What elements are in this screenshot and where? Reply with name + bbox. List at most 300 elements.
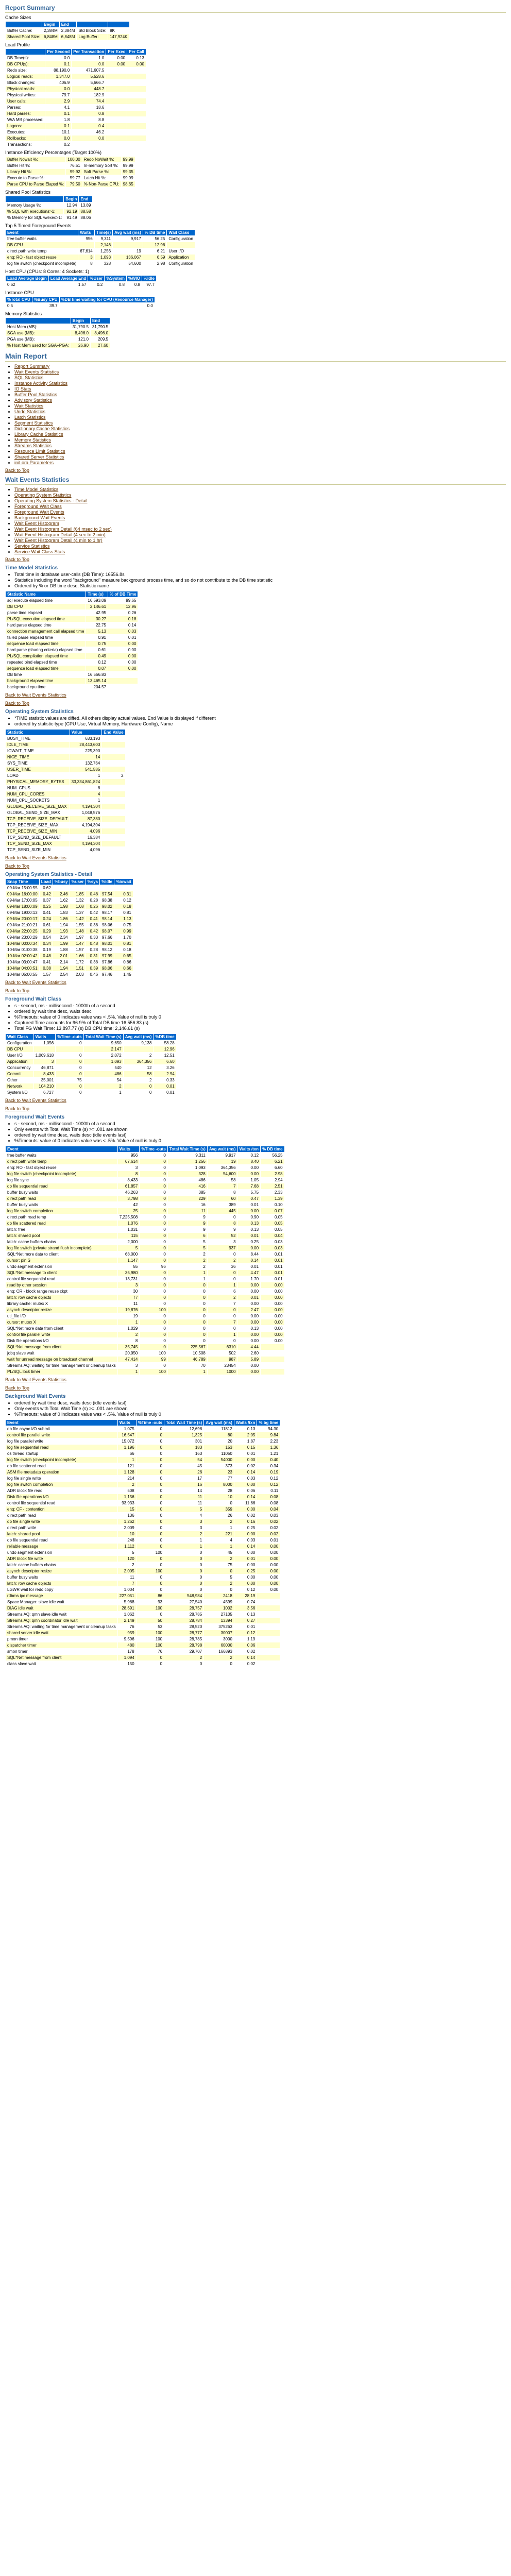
back-to-top-link[interactable]: Back to Top xyxy=(5,557,29,562)
table-cell: 1002 xyxy=(204,1605,234,1612)
table-row xyxy=(6,904,133,910)
table-row xyxy=(6,255,195,261)
table-cell: 0.00 xyxy=(237,1282,260,1289)
table-cell: 8,496.0 xyxy=(71,330,90,336)
table-cell: 502 xyxy=(207,1350,237,1357)
table-cell: 0.12 xyxy=(86,659,108,666)
table-cell: 0.29 xyxy=(39,928,53,935)
table-cell: 2 xyxy=(167,1251,207,1258)
table-cell: 96 xyxy=(140,1264,167,1270)
nav-list-item xyxy=(14,432,506,437)
fg-wait-class-back-links xyxy=(5,1098,506,1111)
note-item: • Ordered by % or DB time desc, Statistic name xyxy=(14,583,506,589)
table-row xyxy=(6,175,135,181)
table-cell: 0.19 xyxy=(257,1469,280,1476)
table-cell: 5.13 xyxy=(86,629,108,635)
table-cell xyxy=(127,74,146,80)
table-cell: 0 xyxy=(136,1476,164,1482)
section-link[interactable]: Service Statistics xyxy=(14,544,50,549)
table-cell: log file sync xyxy=(6,1177,118,1183)
table-cell: 58 xyxy=(123,1071,154,1077)
table-cell: 88,190.0 xyxy=(45,67,72,74)
table-row xyxy=(6,1612,280,1618)
table-cell: 17 xyxy=(164,1476,204,1482)
table-cell: 76 xyxy=(136,1649,164,1655)
table-cell: 56.25 xyxy=(143,236,167,242)
table-row xyxy=(6,629,138,635)
section-link[interactable]: Wait Event Histogram xyxy=(14,521,59,526)
table-cell: 2 xyxy=(204,1556,234,1562)
table-cell: 0 xyxy=(56,1053,83,1059)
table-cell: 15 xyxy=(117,1506,136,1513)
section-link[interactable]: Report Summary xyxy=(14,364,50,369)
table-cell: PGA use (MB): xyxy=(6,336,71,343)
table-cell: direct path read xyxy=(6,1513,118,1519)
table-row xyxy=(6,828,126,835)
section-link[interactable]: Wait Event Histogram Detail (4 sec to 2 min) xyxy=(14,532,106,537)
table-cell: 448.7 xyxy=(72,86,106,92)
section-link[interactable]: Library Cache Statistics xyxy=(14,432,63,437)
table-cell: direct path write xyxy=(6,1525,118,1531)
table-cell: 1,075 xyxy=(117,1426,136,1432)
table-header-cell: Snap Time xyxy=(6,879,40,885)
table-row xyxy=(6,34,130,40)
note-item: • s - second, ms - millisecond - 1000th of a second xyxy=(14,1003,506,1009)
section-link[interactable]: Operating System Statistics xyxy=(14,493,72,498)
table-cell: IDLE_TIME xyxy=(6,742,70,748)
table-cell: 99 xyxy=(140,1357,167,1363)
table-cell: 0.42 xyxy=(86,928,99,935)
table-cell: 1.51 xyxy=(70,965,86,972)
table-cell: DB CPU(s): xyxy=(6,61,45,67)
table-header-cell: Total Wait Time (s) xyxy=(164,1420,204,1426)
table-cell: 1.99 xyxy=(53,941,70,947)
back-link[interactable]: Back to Wait Events Statistics xyxy=(5,692,66,698)
table-row xyxy=(6,916,133,922)
section-link[interactable]: Resource Limit Statistics xyxy=(14,449,65,454)
table-cell: wait for unread message on broadcast channel xyxy=(6,1357,118,1363)
table-row xyxy=(6,1476,280,1482)
table-cell: 3,798 xyxy=(117,1196,140,1202)
table-row xyxy=(6,1040,177,1046)
table-cell: 0 xyxy=(140,1239,167,1245)
back-link[interactable]: Back to Wait Events Statistics xyxy=(5,1377,66,1382)
table-cell: 2 xyxy=(117,1332,140,1338)
table-cell: Executes: xyxy=(6,129,45,135)
fg-wait-class-heading: Foreground Wait Class xyxy=(5,996,62,1002)
table-cell xyxy=(257,1655,280,1661)
table-row xyxy=(6,598,138,604)
table-row xyxy=(6,1488,280,1494)
table-header-cell: End Value xyxy=(102,730,125,736)
nav-list-item xyxy=(14,398,506,403)
table-cell: 8 xyxy=(117,1338,140,1344)
table-cell: 0 xyxy=(136,1513,164,1519)
table-cell: 7 xyxy=(117,1581,136,1587)
table-cell xyxy=(102,791,125,798)
section-link[interactable]: Segment Statistics xyxy=(14,420,53,426)
table-cell: 0.00 xyxy=(127,61,146,67)
table-cell: 3000 xyxy=(204,1636,234,1642)
table-cell xyxy=(106,80,127,86)
table-cell: 0.00 xyxy=(108,659,138,666)
table-cell: 35,745 xyxy=(117,1344,140,1350)
note-item: • ordered by wait time desc, waits desc xyxy=(14,1009,506,1014)
table-cell: 36 xyxy=(207,1264,237,1270)
table-cell: Latch Hit %: xyxy=(82,175,121,181)
table-cell: W/A MB processed: xyxy=(6,117,45,123)
os-stats-back-links xyxy=(5,855,506,869)
nav-list-item xyxy=(14,487,506,493)
table-row xyxy=(6,1636,280,1642)
table-header-cell: % of DB Time xyxy=(108,591,138,598)
table-cell: 0 xyxy=(167,1301,207,1307)
table-row xyxy=(6,324,110,330)
table-row xyxy=(6,1332,285,1338)
table-header-cell xyxy=(6,22,42,28)
table-row xyxy=(6,635,138,641)
table-cell: 0 xyxy=(140,1214,167,1221)
nav-list-item xyxy=(14,498,506,504)
fg-wait-class-table xyxy=(5,1033,177,1096)
table-cell: control file parallel write xyxy=(6,1332,118,1338)
os-detail-table xyxy=(5,878,133,978)
nav-list-item xyxy=(14,532,506,538)
table-cell: 1 xyxy=(167,1276,207,1282)
table-cell: User I/O xyxy=(167,248,195,255)
table-header-cell: Waits xyxy=(33,1034,56,1040)
table-cell: 0 xyxy=(136,1506,164,1513)
section-link[interactable]: Wait Events Statistics xyxy=(14,369,59,375)
table-cell: 471,607.5 xyxy=(72,67,106,74)
bg-wait-events-notes xyxy=(14,1400,506,1417)
table-cell: 1 xyxy=(207,1332,237,1338)
table-cell: 0 xyxy=(204,1661,234,1667)
table-row xyxy=(6,1531,280,1537)
table-cell: 6,727 xyxy=(33,1090,56,1096)
table-cell: 2 xyxy=(167,1258,207,1264)
table-cell xyxy=(86,885,99,891)
fg-wait-class-notes xyxy=(14,1003,506,1031)
table-cell xyxy=(123,1046,154,1053)
table-cell: 166893 xyxy=(204,1649,234,1655)
table-cell: 09-Mar 22:00:25 xyxy=(6,928,40,935)
nav-list-item xyxy=(14,415,506,420)
table-cell: 0.37 xyxy=(39,897,53,904)
section-link[interactable]: Memory Statistics xyxy=(14,437,52,443)
section-link[interactable]: Advisory Statistics xyxy=(14,398,53,403)
table-cell: 8,433 xyxy=(33,1071,56,1077)
table-cell: SQL*Net more data to client xyxy=(6,1251,118,1258)
table-cell: 0 xyxy=(140,1233,167,1239)
table-cell: 0.01 xyxy=(261,1264,285,1270)
table-cell: 1,256 xyxy=(94,248,112,255)
table-cell: Commit xyxy=(6,1071,34,1077)
table-row xyxy=(6,1090,177,1096)
table-row xyxy=(6,1426,280,1432)
table-cell: asynch descriptor resize xyxy=(6,1568,118,1574)
note-item: • Only events with Total Wait Time (s) >= .001 are shown xyxy=(14,1127,506,1132)
section-link[interactable]: Undo Statistics xyxy=(14,409,46,414)
table-row xyxy=(6,1326,285,1332)
table-row xyxy=(6,1177,285,1183)
shared-pool-label: Shared Pool Statistics xyxy=(5,190,51,195)
back-link[interactable]: Back to Wait Events Statistics xyxy=(5,855,66,860)
table-cell: 5,528.6 xyxy=(72,74,106,80)
table-row xyxy=(6,1344,285,1350)
table-cell: 0 xyxy=(123,1090,154,1096)
table-cell: 0 xyxy=(207,1307,237,1313)
section-link[interactable]: Operating System Statistics - Detail xyxy=(14,498,88,503)
section-link[interactable]: Instance Activity Statistics xyxy=(14,381,68,386)
table-cell: 28,785 xyxy=(164,1636,204,1642)
table-cell: 76.51 xyxy=(66,163,82,169)
nav-list-item xyxy=(14,386,506,392)
table-cell: 1000 xyxy=(207,1369,237,1375)
table-cell: 3 xyxy=(117,1282,140,1289)
table-header-cell: %DB time xyxy=(154,1034,176,1040)
table-cell: 0 xyxy=(56,1083,83,1090)
table-header-cell: Avg wait (ms) xyxy=(207,1146,237,1153)
back-to-top-link[interactable]: Back to Top xyxy=(5,468,29,473)
table-cell: 6,848M xyxy=(59,34,77,40)
table-cell xyxy=(257,1636,280,1642)
table-cell: 0.5 xyxy=(6,303,32,309)
back-link[interactable]: Back to Top xyxy=(5,1385,29,1391)
table-cell: 987 xyxy=(207,1357,237,1363)
table-cell: 29,707 xyxy=(164,1649,204,1655)
table-row xyxy=(6,80,146,86)
table-cell: db file sequential read xyxy=(6,1183,118,1190)
table-cell: 0.26 xyxy=(108,610,138,616)
table-cell: 0.12 xyxy=(257,1476,280,1482)
table-cell: 0.65 xyxy=(114,953,133,959)
table-cell: 209.5 xyxy=(90,336,110,343)
table-cell: 2 xyxy=(123,1077,154,1083)
table-header-cell: Per Transaction xyxy=(72,49,106,55)
table-cell xyxy=(106,123,127,129)
table-cell: 0 xyxy=(136,1469,164,1476)
section-link[interactable]: init.ora Parameters xyxy=(14,460,54,465)
table-row xyxy=(6,1556,280,1562)
table-row xyxy=(6,1196,285,1202)
table-cell: In-memory Sort %: xyxy=(82,163,121,169)
table-header-cell xyxy=(6,318,71,324)
section-link[interactable]: IO Stats xyxy=(14,386,31,392)
section-link[interactable]: Service Wait Class Stats xyxy=(14,549,65,554)
table-cell: 0.27 xyxy=(234,1618,257,1624)
table-cell: Configuration xyxy=(167,261,195,267)
table-cell xyxy=(70,885,86,891)
back-link[interactable]: Back to Top xyxy=(5,863,29,869)
table-cell: 6.60 xyxy=(261,1165,285,1171)
table-cell: 959 xyxy=(117,1630,136,1636)
table-row xyxy=(6,1661,280,1667)
table-row xyxy=(6,616,138,622)
table-header-cell: %busy xyxy=(53,879,70,885)
table-cell: db file scattered read xyxy=(6,1463,118,1469)
table-cell: asynch descriptor resize xyxy=(6,1307,118,1313)
section-link[interactable]: Background Wait Events xyxy=(14,515,65,520)
table-cell: 28 xyxy=(204,1488,234,1494)
table-cell: 121 xyxy=(117,1463,136,1469)
table-cell: hard parse (sharing criteria) elapsed time xyxy=(6,647,86,653)
back-link[interactable]: Back to Top xyxy=(5,701,29,706)
back-link[interactable]: Back to Wait Events Statistics xyxy=(5,1098,66,1103)
table-cell: 0.31 xyxy=(86,953,99,959)
table-cell: Configuration xyxy=(6,1040,34,1046)
table-row xyxy=(6,742,126,748)
table-cell: 35,001 xyxy=(33,1077,56,1083)
section-link[interactable]: Foreground Wait Class xyxy=(14,504,62,509)
section-link[interactable]: Wait Event Histogram Detail (4 min to 1 hr) xyxy=(14,538,103,543)
section-link[interactable]: Time Model Statistics xyxy=(14,487,59,492)
table-cell: 0.75 xyxy=(114,922,133,928)
table-cell: 0 xyxy=(204,1500,234,1506)
table-row xyxy=(6,98,146,105)
table-row xyxy=(6,215,93,221)
table-cell: 1.97 xyxy=(70,935,86,941)
table-cell: 0 xyxy=(164,1550,204,1556)
table-cell: 8,496.0 xyxy=(90,330,110,336)
table-cell: 0.24 xyxy=(39,916,53,922)
table-cell: 0 xyxy=(136,1544,164,1550)
top5-label: Top 5 Timed Foreground Events xyxy=(5,223,72,228)
table-cell: 0 xyxy=(136,1432,164,1438)
table-cell: 214 xyxy=(117,1476,136,1482)
table-cell: 1.57 xyxy=(48,282,88,288)
table-row xyxy=(6,1313,285,1319)
table-row xyxy=(6,1202,285,1208)
table-cell: TCP_RECEIVE_SIZE_MAX xyxy=(6,822,70,828)
table-cell: 0 xyxy=(140,1208,167,1214)
table-cell: library cache: mutex X xyxy=(6,1301,118,1307)
table-row xyxy=(6,1451,280,1457)
table-cell: 0.1 xyxy=(45,123,72,129)
section-link[interactable]: Shared Server Statistics xyxy=(14,454,64,460)
note-item: • ordered by wait time desc, waits desc (idle events last) xyxy=(14,1400,506,1406)
table-row xyxy=(6,1438,280,1445)
table-cell: 8 xyxy=(70,785,102,791)
nav-list-item xyxy=(14,443,506,449)
table-cell: 11 xyxy=(167,1208,207,1214)
table-cell: 0.00 xyxy=(257,1581,280,1587)
table-cell: 1,048,576 xyxy=(70,810,102,816)
section-link[interactable]: SQL Statistics xyxy=(14,375,44,380)
section-link[interactable]: Streams Statistics xyxy=(14,443,52,448)
table-cell xyxy=(127,129,146,135)
table-row xyxy=(6,641,138,647)
table-cell: 1.45 xyxy=(114,972,133,978)
table-cell: 2,146.61 xyxy=(86,604,108,610)
table-row xyxy=(6,1059,177,1065)
table-cell: 30.27 xyxy=(86,616,108,622)
section-link[interactable]: Foreground Wait Events xyxy=(14,510,64,515)
table-cell: 445 xyxy=(207,1208,237,1214)
table-row xyxy=(6,343,110,349)
table-cell: 6 xyxy=(207,1289,237,1295)
table-cell: 98.65 xyxy=(121,181,135,188)
table-cell xyxy=(167,242,195,248)
table-header-cell: Total Wait Time (s) xyxy=(167,1146,207,1153)
table-cell: 0 xyxy=(140,1258,167,1264)
table-cell: 0.03 xyxy=(108,629,138,635)
table-header-cell: %Time -outs xyxy=(136,1420,164,1426)
section-link[interactable]: Wait Event Histogram Detail (64 msec to 2 sec) xyxy=(14,527,112,532)
table-cell: 1,256 xyxy=(167,1159,207,1165)
table-cell: 1 xyxy=(83,1090,123,1096)
table-cell: class slave wait xyxy=(6,1661,118,1667)
table-row xyxy=(6,1463,280,1469)
table-cell xyxy=(102,847,125,853)
table-cell: 0.03 xyxy=(261,1239,285,1245)
table-header-cell: Time(s) xyxy=(94,230,112,236)
fg-wait-events-table xyxy=(5,1146,285,1375)
table-cell: 0.12 xyxy=(234,1630,257,1636)
table-cell: 0 xyxy=(140,1270,167,1276)
table-cell: 9,311 xyxy=(167,1153,207,1159)
table-cell: 0.00 xyxy=(261,1313,285,1319)
table-cell xyxy=(108,684,138,690)
back-link[interactable]: Back to Top xyxy=(5,1106,29,1111)
table-cell: 0.13 xyxy=(234,1612,257,1618)
table-cell: control file sequential read xyxy=(6,1276,118,1282)
table-cell: 0 xyxy=(167,1332,207,1338)
table-cell: 39.7 xyxy=(32,303,59,309)
table-cell: 5.75 xyxy=(237,1190,260,1196)
back-link[interactable]: Back to Wait Events Statistics xyxy=(5,980,66,985)
table-cell: 1.62 xyxy=(53,897,70,904)
back-link[interactable]: Back to Top xyxy=(5,988,29,993)
table-cell xyxy=(102,816,125,822)
table-cell: 0 xyxy=(204,1568,234,1574)
time-model-back-links xyxy=(5,692,506,706)
table-header-cell xyxy=(108,22,129,28)
table-cell: 163 xyxy=(164,1451,204,1457)
table-header-cell: %System xyxy=(105,276,127,282)
table-cell: 100 xyxy=(136,1605,164,1612)
table-cell xyxy=(127,123,146,129)
table-cell: 0.00 xyxy=(106,55,127,61)
section-link[interactable]: Dictionary Cache Statistics xyxy=(14,426,70,431)
table-cell: NICE_TIME xyxy=(6,754,70,760)
table-cell: % Non-Parse CPU: xyxy=(82,181,121,188)
table-header-cell: Statistic xyxy=(6,730,70,736)
section-link[interactable]: Buffer Pool Statistics xyxy=(14,392,57,397)
table-cell xyxy=(257,1605,280,1612)
table-row xyxy=(6,928,133,935)
table-cell: sql execute elapsed time xyxy=(6,598,86,604)
section-link[interactable]: Latch Statistics xyxy=(14,415,46,420)
table-cell: 0 xyxy=(164,1568,204,1574)
table-cell: 2.34 xyxy=(53,935,70,941)
table-cell: Soft Parse %: xyxy=(82,169,121,175)
table-row xyxy=(6,236,195,242)
table-cell: 0.41 xyxy=(39,910,53,916)
table-cell: log file switch (checkpoint incomplete) xyxy=(6,1457,118,1463)
table-cell: 2.05 xyxy=(234,1432,257,1438)
table-cell: 42.95 xyxy=(86,610,108,616)
table-header-cell: %sys xyxy=(86,879,99,885)
table-row xyxy=(6,1642,280,1649)
table-cell: 100 xyxy=(136,1568,164,1574)
table-cell xyxy=(106,74,127,80)
table-cell: 7,225,508 xyxy=(117,1214,140,1221)
section-link[interactable]: Wait Statistics xyxy=(14,403,44,409)
table-cell: 0 xyxy=(167,1313,207,1319)
table-cell: 0 xyxy=(136,1494,164,1500)
nav-list-item xyxy=(14,515,506,521)
